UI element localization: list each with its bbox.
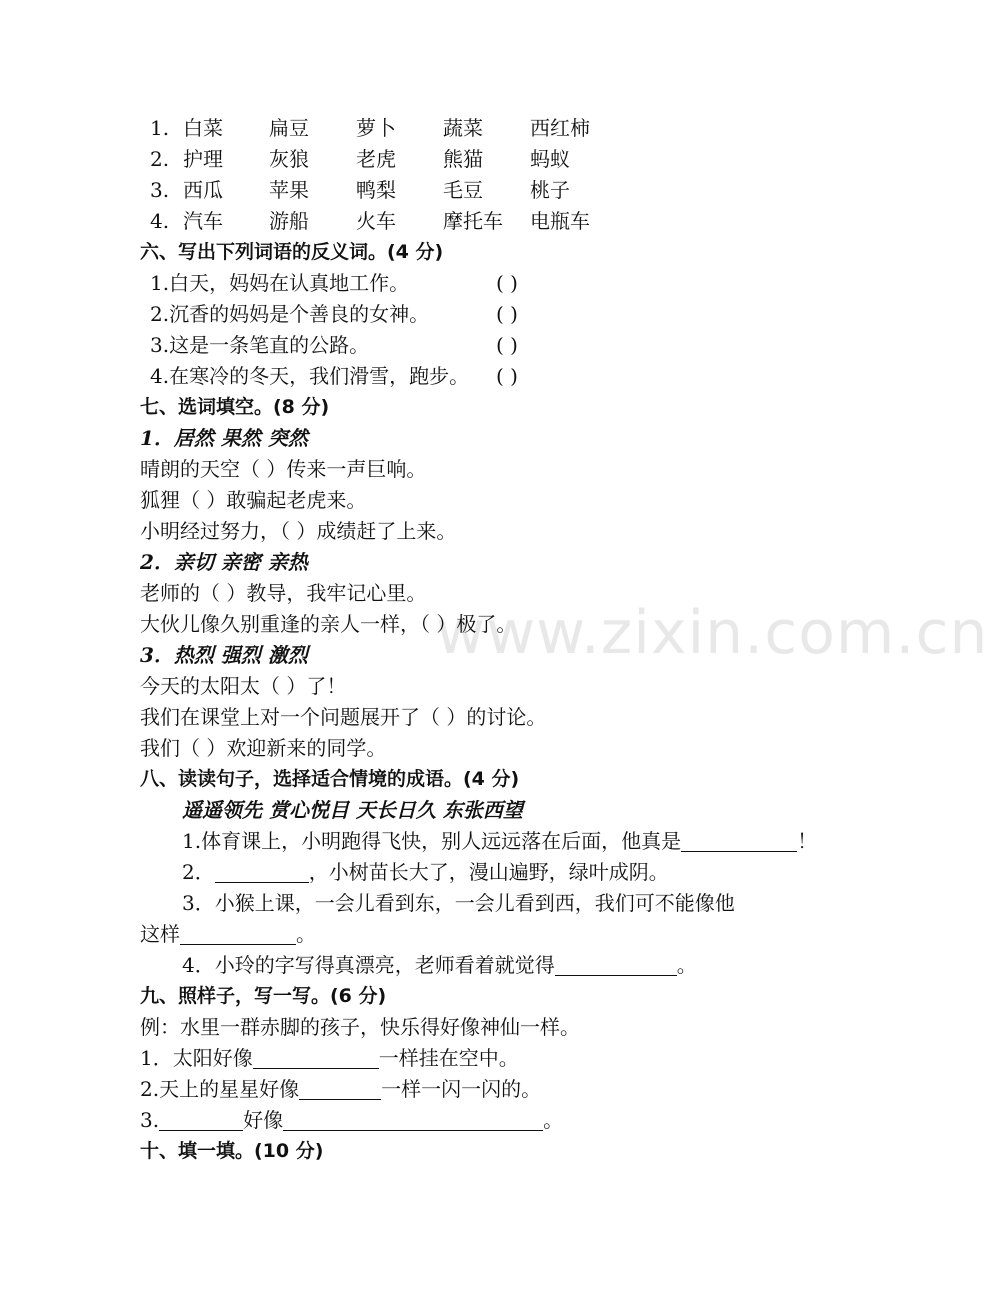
antonym-item-2: 2.沉香的妈妈是个善良的女神。 ( ) bbox=[150, 299, 429, 329]
word: 老虎 bbox=[356, 147, 396, 171]
example-sentence: 例：水里一群赤脚的孩子，快乐得好像神仙一样。 bbox=[140, 1015, 580, 1039]
fill-sentence[interactable]: 我们在课堂上对一个问题展开了（ ）的讨论。 bbox=[140, 705, 547, 729]
word: 萝卜 bbox=[356, 116, 396, 140]
idiom-question-3: 3．小猴上课，一会儿看到东，一会儿看到西，我们可不能像他 bbox=[182, 891, 735, 915]
word: 护理 bbox=[183, 147, 223, 171]
word: 电瓶车 bbox=[530, 209, 590, 233]
idiom-question-1: 1.体育课上，小明跑得飞快，别人远远落在后面，他真是 ！ bbox=[182, 829, 818, 853]
antonym-item-3: 3.这是一条笔直的公路。 ( ) bbox=[150, 330, 369, 360]
answer-paren[interactable]: ( ) bbox=[496, 333, 518, 357]
answer-blank[interactable] bbox=[681, 829, 797, 852]
answer-blank[interactable] bbox=[283, 1108, 543, 1131]
fill-sentence[interactable]: 今天的太阳太（ ）了！ bbox=[140, 674, 347, 698]
answer-paren[interactable]: ( ) bbox=[496, 271, 518, 295]
word: 苹果 bbox=[269, 178, 309, 202]
word: 扁豆 bbox=[269, 116, 309, 140]
idiom-question-2: 2． ，小树苗长大了，漫山遍野，绿叶成阴。 bbox=[182, 860, 669, 884]
imitation-question-1: 1．太阳好像 一样挂在空中。 bbox=[140, 1046, 519, 1070]
row-number: 3. bbox=[150, 178, 170, 202]
word: 白菜 bbox=[183, 116, 223, 140]
fill-sentence[interactable]: 我们（ ）欢迎新来的同学。 bbox=[140, 736, 387, 760]
fill-sentence[interactable]: 大伙儿像久别重逢的亲人一样，（ ）极了。 bbox=[140, 612, 517, 636]
idiom-choices: 遥遥领先 赏心悦目 天长日久 东张西望 bbox=[182, 798, 523, 822]
fill-sentence[interactable]: 晴朗的天空（ ）传来一声巨响。 bbox=[140, 457, 427, 481]
answer-blank[interactable] bbox=[555, 953, 677, 976]
word: 灰狼 bbox=[269, 147, 309, 171]
answer-blank[interactable] bbox=[180, 922, 296, 945]
word: 蚂蚁 bbox=[530, 147, 570, 171]
answer-blank[interactable] bbox=[299, 1077, 381, 1100]
section-6-heading: 六、写出下列词语的反义词。(4 分) bbox=[140, 241, 444, 263]
word: 毛豆 bbox=[443, 178, 483, 202]
section-7-heading: 七、选词填空。(8 分) bbox=[140, 396, 330, 418]
word: 熊猫 bbox=[443, 147, 483, 171]
word: 摩托车 bbox=[443, 209, 503, 233]
word: 火车 bbox=[356, 209, 396, 233]
word-choice-group-3: 3．热烈 强烈 激烈 bbox=[140, 643, 308, 667]
imitation-question-3: 3. 好像 。 bbox=[140, 1108, 564, 1132]
word: 鸭梨 bbox=[356, 178, 396, 202]
fill-sentence[interactable]: 老师的（ ）教导，我牢记心里。 bbox=[140, 581, 427, 605]
word: 桃子 bbox=[530, 178, 570, 202]
word-choice-group-1: 1．居然 果然 突然 bbox=[140, 426, 308, 450]
idiom-question-4: 4．小玲的字写得真漂亮，老师看着就觉得 。 bbox=[182, 953, 697, 977]
antonym-item-1: 1.白天，妈妈在认真地工作。 ( ) bbox=[150, 268, 409, 298]
word: 西瓜 bbox=[183, 178, 223, 202]
section-8-heading: 八、读读句子，选择适合情境的成语。(4 分) bbox=[140, 768, 520, 790]
section-9-heading: 九、照样子，写一写。(6 分) bbox=[140, 985, 387, 1007]
word: 西红柿 bbox=[530, 116, 590, 140]
row-number: 4. bbox=[150, 209, 170, 233]
row-number: 2. bbox=[150, 147, 170, 171]
row-number: 1. bbox=[150, 116, 170, 140]
section-10-heading: 十、填一填。(10 分) bbox=[140, 1140, 324, 1162]
word: 蔬菜 bbox=[443, 116, 483, 140]
answer-paren[interactable]: ( ) bbox=[496, 302, 518, 326]
word: 游船 bbox=[269, 209, 309, 233]
word-choice-group-2: 2．亲切 亲密 亲热 bbox=[140, 550, 308, 574]
watermark: www.zixin.com.cn bbox=[436, 598, 988, 668]
answer-blank[interactable] bbox=[159, 1108, 243, 1131]
answer-paren[interactable]: ( ) bbox=[496, 364, 518, 388]
antonym-item-4: 4.在寒冷的冬天，我们滑雪，跑步。 ( ) bbox=[150, 361, 469, 391]
word: 汽车 bbox=[183, 209, 223, 233]
imitation-question-2: 2.天上的星星好像 一样一闪一闪的。 bbox=[140, 1077, 542, 1101]
fill-sentence[interactable]: 小明经过努力，（ ）成绩赶了上来。 bbox=[140, 519, 457, 543]
answer-blank[interactable] bbox=[253, 1046, 379, 1069]
idiom-question-3-cont: 这样 。 bbox=[140, 922, 316, 946]
answer-blank[interactable] bbox=[215, 860, 309, 883]
fill-sentence[interactable]: 狐狸（ ）敢骗起老虎来。 bbox=[140, 488, 367, 512]
